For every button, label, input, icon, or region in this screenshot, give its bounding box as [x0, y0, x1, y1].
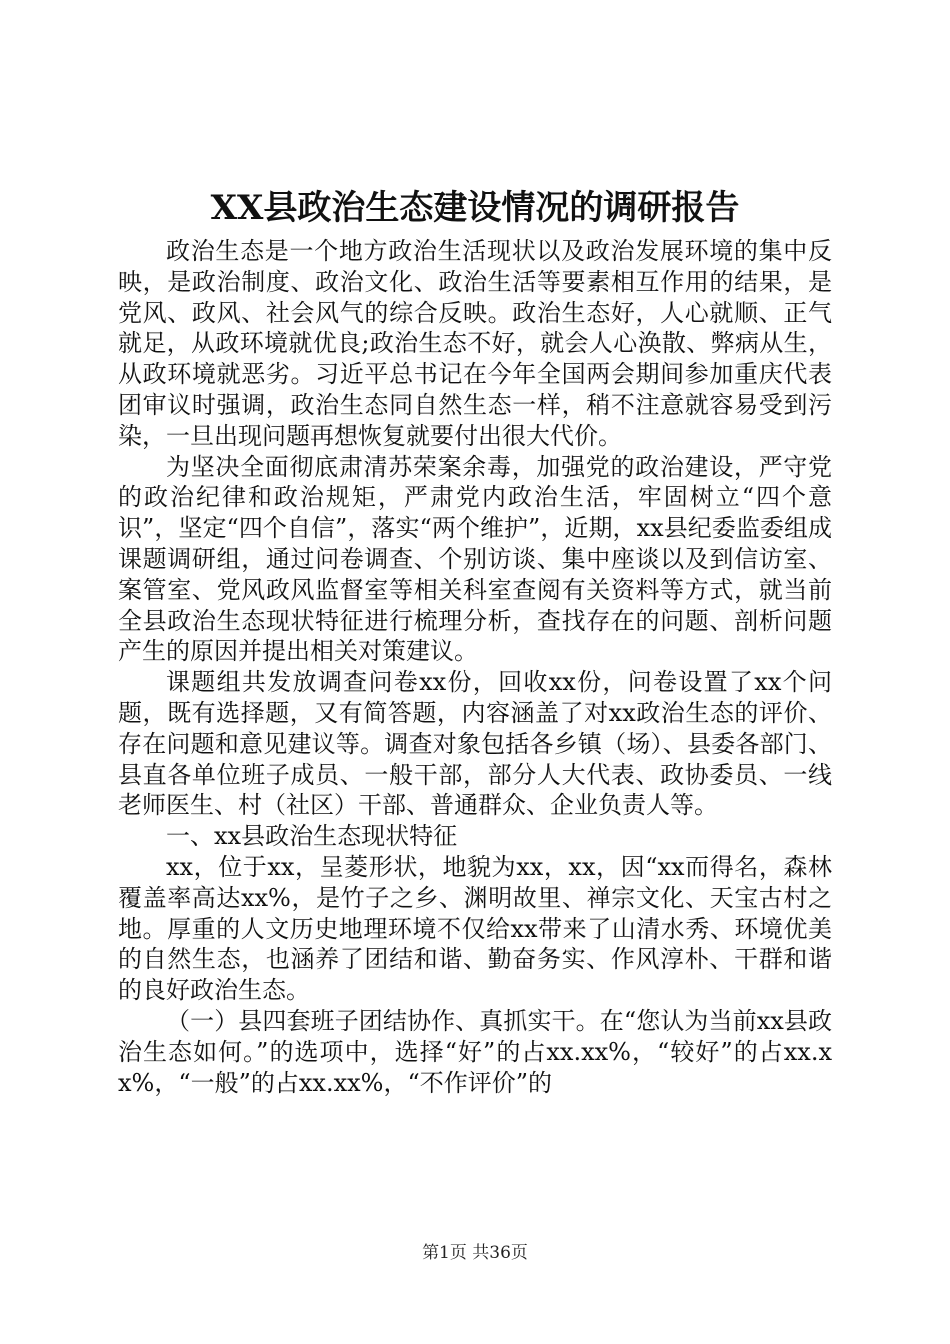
paragraph-survey: 课题组共发放调查问卷xx份，回收xx份，问卷设置了xx个问题，既有选择题，又有简答题，内容涵盖了对xx政治生态的评价、存在问题和意见建议等。调查对象包括各乡镇（场）、县委各部门、县直各单位班子成员、一般干部，部分人大代表、政协委员、一线老师医生、村（社区）干部、普通群众、企业负责人等。 [118, 668, 832, 820]
document-body [118, 236, 832, 1098]
paragraph-intro: 政治生态是一个地方政治生活现状以及政治发展环境的集中反映，是政治制度、政治文化、政治生活等要素相互作用的结果，是党风、政风、社会风气的综合反映。政治生态好，人心就顺、正气就足，从政环境就优良;政治生态不好，就会人心涣散、弊病从生，从政环境就恶劣。习近平总书记在今年全国两会期间参加重庆代表团审议时强调，政治生态同自然生态一样，稍不注意就容易受到污染，一旦出现问题再想恢复就要付出很大代价。 [118, 237, 832, 450]
paragraph-county-overview: xx，位于xx，呈菱形状，地貌为xx，xx，因“xx而得名，森林覆盖率高达xx%，是竹子之乡、渊明故里、禅宗文化、天宝古村之地。厚重的人文历史地理环境不仅给xx带来了山清水秀、环境优美的自然生态，也涵养了团结和谐、勤奋务实、作风淳朴、干群和谐的良好政治生态。 [118, 852, 832, 1005]
page-number-footer: 第1页 共36页 [422, 1243, 528, 1263]
paragraph-purpose: 为坚决全面彻底肃清苏荣案余毒，加强党的政治建设，严守党的政治纪律和政治规矩，严肃党内政治生活，牢固树立“四个意识”，坚定“四个自信”，落实“两个维护”，近期，xx县纪委监委组成课题调研组，通过问卷调查、个别访谈、集中座谈以及到信访室、案管室、党风政风监督室等相关科室查阅有关资料等方式，就当前全县政治生态现状特征进行梳理分析，查找存在的问题、剖析问题产生的原因并提出相关对策建议。 [118, 452, 832, 666]
section-heading: 一、xx县政治生态现状特征 [166, 822, 458, 851]
document-title: XX县政治生态建设情况的调研报告 [210, 188, 740, 228]
paragraph-subsection-1: （一）县四套班子团结协作、真抓实干。在“您认为当前xx县政治生态如何。”的选项中，选择“好”的占xx.xx%，“较好”的占xx.xx%，“一般”的占xx.xx%，“不作评价”的 [118, 1006, 832, 1097]
